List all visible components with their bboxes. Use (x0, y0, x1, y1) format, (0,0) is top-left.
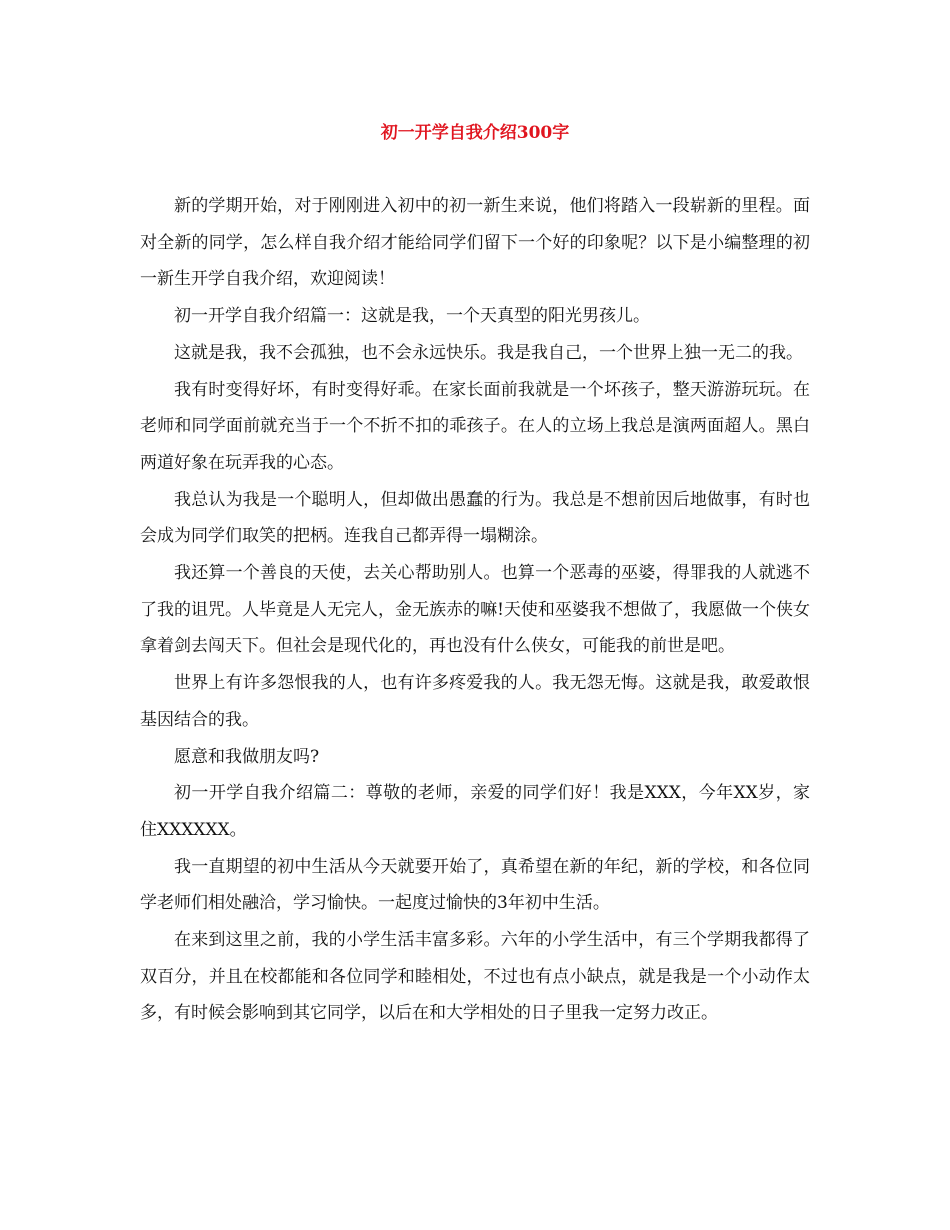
paragraph: 我还算一个善良的天使，去关心帮助别人。也算一个恶毒的巫婆，得罪我的人就逃不了我的诅咒。人毕竟是人无完人，金无族赤的嘛!天使和巫婆我不想做了，我愿做一个侠女拿着剑去闯天下。但社会是现代化的，再也没有什么侠女，可能我的前世是吧。 (140, 563, 810, 657)
paragraph: 这就是我，我不会孤独，也不会永远快乐。我是我自己，一个世界上独一无二的我。 (174, 342, 803, 363)
paragraph: 愿意和我做朋友吗? (174, 746, 320, 767)
paragraph: 初一开学自我介绍篇二：尊敬的老师，亲爱的同学们好！我是XXX，今年XX岁，家住XXXXXX。 (140, 783, 810, 840)
paragraph: 世界上有许多怨恨我的人，也有许多疼爱我的人。我无怨无悔。这就是我，敢爱敢恨基因结合的我。 (140, 673, 810, 730)
paragraph: 初一开学自我介绍篇一：这就是我，一个天真型的阳光男孩儿。 (174, 306, 650, 327)
paragraph: 新的学期开始，对于刚刚进入初中的初一新生来说，他们将踏入一段崭新的里程。面对全新的同学，怎么样自我介绍才能给同学们留下一个好的印象呢？以下是小编整理的初一新生开学自我介绍，欢迎阅读！ (140, 196, 810, 290)
paragraph: 我一直期望的初中生活从今天就要开始了，真希望在新的年纪，新的学校，和各位同学老师们相处融洽，学习愉快。一起度过愉快的3年初中生活。 (140, 856, 810, 914)
paragraph: 我总认为我是一个聪明人，但却做出愚蠢的行为。我总是不想前因后地做事，有时也会成为同学们取笑的把柄。连我自己都弄得一塌糊涂。 (140, 489, 810, 547)
paragraph: 在来到这里之前，我的小学生活丰富多彩。六年的小学生活中，有三个学期我都得了双百分，并且在校都能和各位同学和睦相处，不过也有点小缺点，就是我是一个小动作太多，有时候会影响到其它同学，以后在和大学相处的日子里我一定努力改正。 (140, 930, 810, 1024)
document-title: 初一开学自我介绍300字 (380, 123, 570, 143)
paragraph: 我有时变得好坏，有时变得好乖。在家长面前我就是一个坏孩子，整天游游玩玩。在老师和同学面前就充当于一个不折不扣的乖孩子。在人的立场上我总是演两面超人。黑白两道好象在玩弄我的心态。 (140, 379, 810, 473)
document-body (140, 188, 810, 1032)
